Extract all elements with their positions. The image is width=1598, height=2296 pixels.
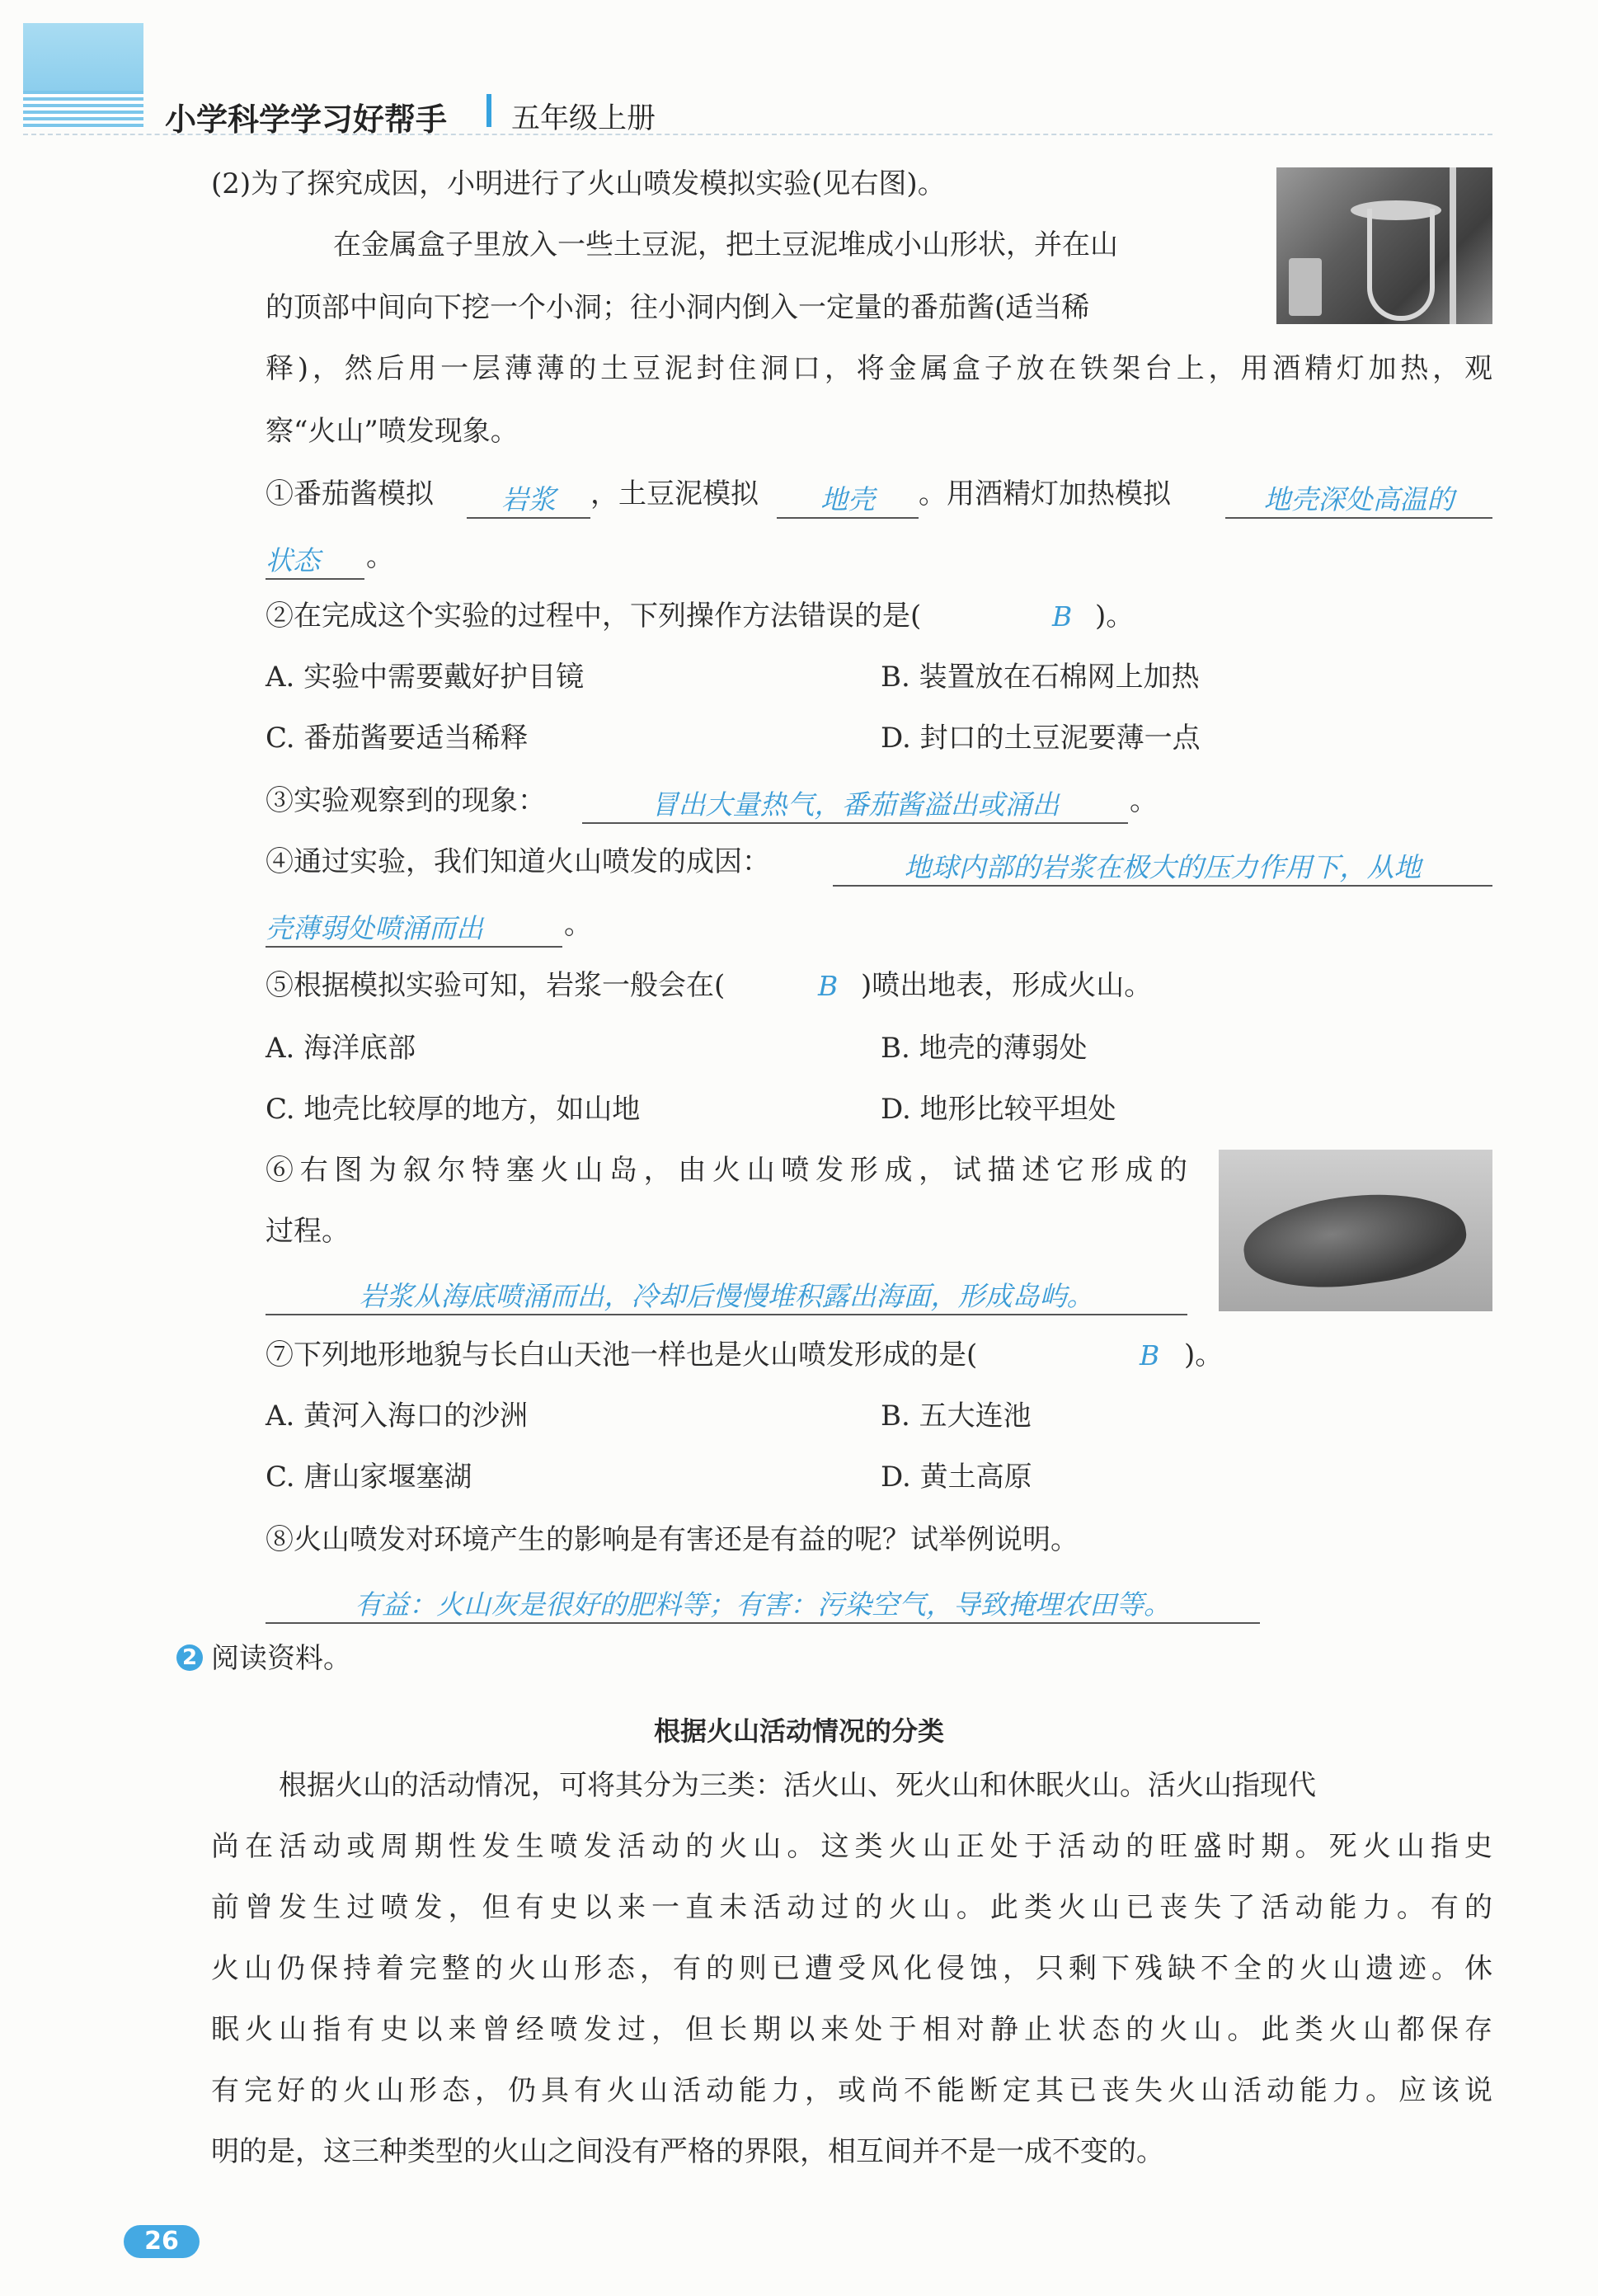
sub-question-3-end: 。 — [1130, 784, 1158, 817]
sub-question-8: ⑧火山喷发对环境产生的影响是有害还是有益的呢？试举例说明。 — [266, 1523, 1079, 1556]
option-a: A. 海洋底部 — [266, 1032, 416, 1065]
sub-question-1-d: 。 — [366, 540, 394, 573]
sub-question-1-c: 。用酒精灯加热模拟 — [919, 478, 1171, 510]
reading-title: 根据火山活动情况的分类 — [653, 1715, 944, 1747]
sub-question-5-b: )喷出地表，形成火山。 — [861, 969, 1153, 1002]
sub-question-6-b: 过程。 — [266, 1215, 350, 1248]
header-decor-stripes — [23, 91, 143, 129]
sub-question-2-b: )。 — [1095, 600, 1135, 633]
option-a: A. 黄河入海口的沙洲 — [266, 1400, 529, 1433]
answer-blank-6[interactable]: 岩浆从海底喷涌而出，冷却后慢慢堆积露出海面，形成岛屿。 — [266, 1275, 1187, 1315]
sub-question-6-a: ⑥右图为叙尔特塞火山岛，由火山喷发形成，试描述它形成的 — [266, 1154, 1187, 1187]
sub-question-5-a: ⑤根据模拟实验可知，岩浆一般会在( — [266, 969, 726, 1002]
answer-choice-7[interactable]: B — [1140, 1339, 1160, 1371]
experiment-paragraph-line: 在金属盒子里放入一些土豆泥，把土豆泥堆成小山形状，并在山 — [333, 228, 1118, 261]
answer-blank-5[interactable]: 地球内部的岩浆在极大的压力作用下，从地 — [833, 846, 1492, 887]
answer-blank-3[interactable]: 地壳深处高温的 — [1225, 478, 1492, 519]
sub-question-2-a: ②在完成这个实验的过程中，下列操作方法错误的是( — [266, 600, 922, 633]
reading-line: 尚在活动或周期性发生喷发活动的火山。这类火山正处于活动的旺盛时期。死火山指史 — [211, 1830, 1492, 1863]
page-number: 26 — [124, 2225, 200, 2258]
option-c: C. 唐山家堰塞湖 — [266, 1461, 472, 1494]
answer-blank-8[interactable]: 有益：火山灰是很好的肥料等；有害：污染空气，导致掩埋农田等。 — [266, 1583, 1260, 1624]
experiment-paragraph-line: 察“火山”喷发现象。 — [266, 415, 519, 448]
option-c: C. 番茄酱要适当稀释 — [266, 722, 529, 755]
experiment-photo — [1276, 167, 1492, 324]
answer-blank-5-cont[interactable]: 壳薄弱处喷涌而出 — [266, 907, 562, 948]
island-photo — [1219, 1150, 1492, 1311]
reading-line: 眠火山指有史以来曾经喷发过，但长期以来处于相对静止状态的火山。此类火山都保存 — [211, 2013, 1492, 2046]
sub-question-7-a: ⑦下列地形地貌与长白山天池一样也是火山喷发形成的是( — [266, 1339, 978, 1371]
book-title: 小学科学学习好帮手 — [165, 101, 448, 138]
header-dashed-rule — [23, 134, 1492, 135]
sub-question-7-b: )。 — [1184, 1339, 1224, 1371]
book-subtitle: 五年级上册 — [511, 102, 656, 135]
sub-question-3: ③实验观察到的现象： — [266, 784, 546, 817]
answer-blank-2[interactable]: 地壳 — [777, 478, 919, 519]
option-a: A. 实验中需要戴好护目镜 — [266, 661, 585, 694]
header-divider — [486, 94, 491, 127]
reading-line: 有完好的火山形态，仍具有火山活动能力，或尚不能断定其已丧失火山活动能力。应该说 — [211, 2074, 1492, 2107]
sub-question-4: ④通过实验，我们知道火山喷发的成因： — [266, 845, 770, 878]
sub-question-4-end: 。 — [564, 908, 592, 941]
reading-line: 火山仍保持着完整的火山形态，有的则已遭受风化侵蚀，只剩下残缺不全的火山遗迹。休 — [211, 1952, 1492, 1985]
option-d: D. 黄土高原 — [881, 1461, 1032, 1494]
option-b: B. 五大连池 — [881, 1400, 1032, 1433]
option-b: B. 地壳的薄弱处 — [881, 1032, 1088, 1065]
reading-line: 前曾发生过喷发，但有史以来一直未活动过的火山。此类火山已丧失了活动能力。有的 — [211, 1891, 1492, 1924]
answer-choice-5[interactable]: B — [818, 970, 839, 1002]
answer-blank-4[interactable]: 冒出大量热气，番茄酱溢出或涌出 — [582, 783, 1128, 824]
reading-line: 根据火山的活动情况，可将其分为三类：活火山、死火山和休眠火山。活火山指现代 — [279, 1769, 1316, 1802]
experiment-paragraph-line: 释)，然后用一层薄薄的土豆泥封住洞口，将金属盒子放在铁架台上，用酒精灯加热，观 — [266, 352, 1492, 385]
answer-blank-3-cont[interactable]: 状态 — [266, 539, 364, 580]
experiment-paragraph-line: 的顶部中间向下挖一个小洞；往小洞内倒入一定量的番茄酱(适当稀 — [266, 291, 1090, 324]
sub-question-1-b: ，土豆泥模拟 — [590, 478, 759, 510]
answer-blank-1[interactable]: 岩浆 — [467, 478, 590, 519]
option-d: D. 地形比较平坦处 — [881, 1093, 1116, 1126]
section-number-badge: 2 — [176, 1644, 203, 1671]
answer-choice-2[interactable]: B — [1052, 600, 1073, 633]
sub-question-1-a: ①番茄酱模拟 — [266, 478, 434, 510]
reading-line: 明的是，这三种类型的火山之间没有严格的界限，相互间并不是一成不变的。 — [211, 2135, 1164, 2168]
question-stem: (2)为了探究成因，小明进行了火山喷发模拟实验(见右图)。 — [211, 167, 946, 200]
option-d: D. 封口的土豆泥要薄一点 — [881, 722, 1201, 755]
section-label: 阅读资料。 — [211, 1642, 351, 1675]
option-c: C. 地壳比较厚的地方，如山地 — [266, 1093, 641, 1126]
option-b: B. 装置放在石棉网上加热 — [881, 661, 1200, 694]
